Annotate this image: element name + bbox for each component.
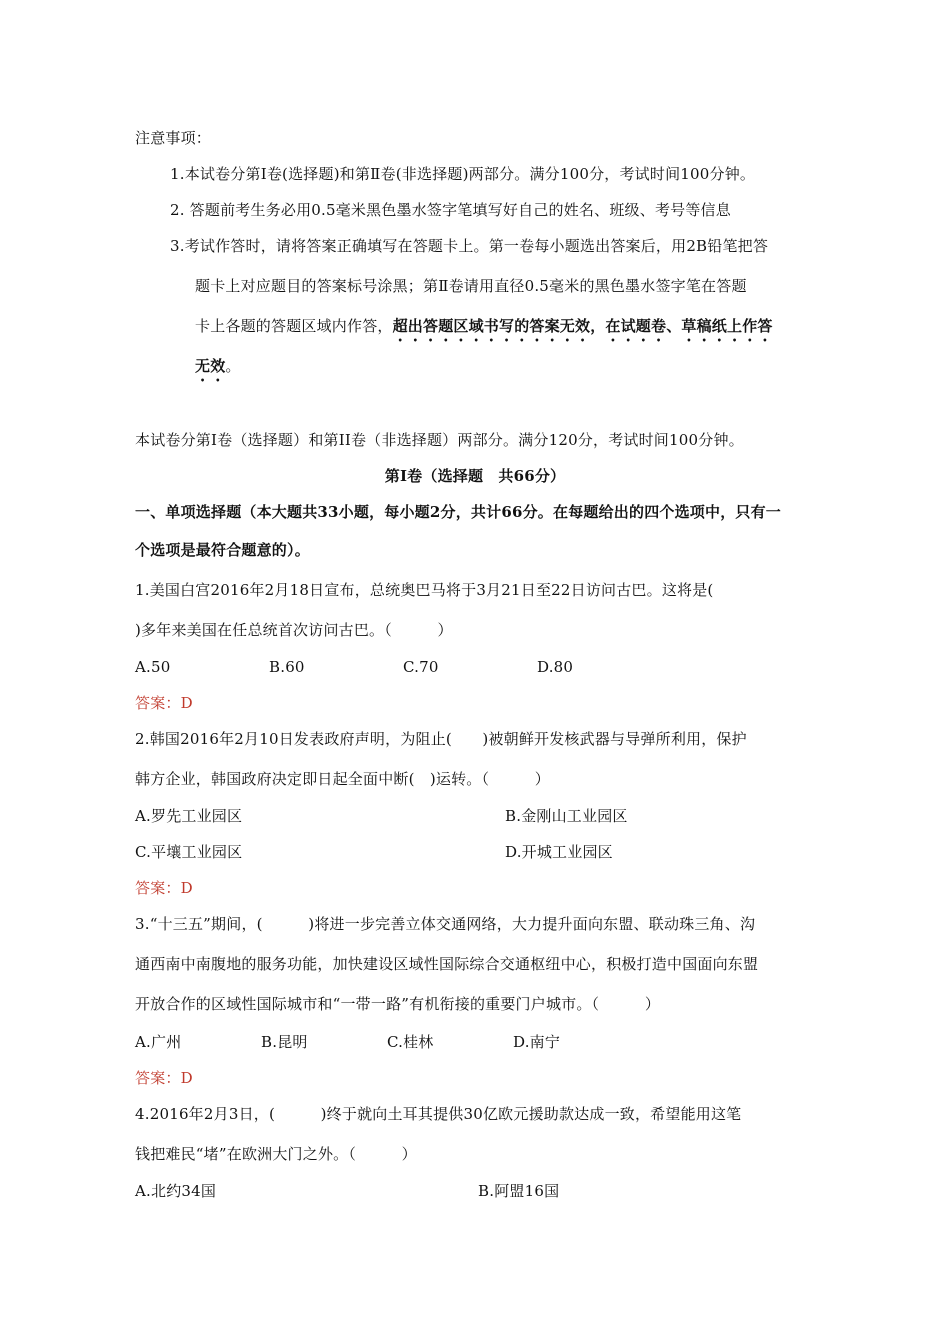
notice-item-3-emphasis-end: 无效 <box>195 357 226 375</box>
question-3-line-2: 通西南中南腹地的服务功能，加快建设区域性国际综合交通枢纽中心，积极打造中国面向东盟 <box>135 955 759 973</box>
question-3-option-d: D.南宁 <box>513 1033 561 1051</box>
part-heading-line-1: 一、单项选择题（本大题共33小题，每小题2分，共计66分。在每题给出的四个选项中，只有一 <box>135 503 781 521</box>
notice-item-3-period: 。 <box>225 357 241 375</box>
notice-item-1: 1.本试卷分第Ⅰ卷(选择题)和第Ⅱ卷(非选择题)两部分。满分100分，考试时间100分钟。 <box>170 165 756 183</box>
question-3-line-3: 开放合作的区域性国际城市和“一带一路”有机衔接的重要门户城市。（ ） <box>135 995 661 1013</box>
notice-item-3-line-2: 题卡上对应题目的答案标号涂黑；第Ⅱ卷请用直径0.5毫米的黑色墨水签字笔在答题 <box>195 277 747 295</box>
question-1-answer: 答案：D <box>135 694 193 712</box>
question-1-option-d: D.80 <box>537 658 574 676</box>
question-3-option-b: B.昆明 <box>261 1033 308 1051</box>
notice-item-3-line-1: 3.考试作答时，请将答案正确填写在答题卡上。第一卷每小题选出答案后，用2B铅笔把答 <box>170 237 769 255</box>
question-2-option-d: D.开城工业园区 <box>505 843 613 861</box>
notice-item-3-plain: 卡上各题的答题区域内作答， <box>195 317 393 335</box>
question-1-line-1: 1.美国白宫2016年2月18日宣布，总统奥巴马将于3月21日至22日访问古巴。这将是( <box>135 581 714 599</box>
notice-item-3-line-4 <box>195 356 241 385</box>
question-2-option-b: B.金刚山工业园区 <box>505 807 628 825</box>
exam-intro: 本试卷分第Ⅰ卷（选择题）和第II卷（非选择题）两部分。满分120分，考试时间100分钟。 <box>135 431 744 449</box>
question-3-answer: 答案：D <box>135 1069 193 1087</box>
question-4-option-a: A.北约34国 <box>135 1182 217 1200</box>
question-4-line-1: 4.2016年2月3日，( )终于就向土耳其提供30亿欧元援助款达成一致，希望能用这笔 <box>135 1105 742 1123</box>
part-heading-line-2: 个选项是最符合题意的）。 <box>135 541 310 559</box>
notice-item-2: 2. 答题前考生务必用0.5毫米黑色墨水签字笔填写好自己的姓名、班级、考号等信息 <box>170 201 731 219</box>
question-1-option-c: C.70 <box>403 658 439 676</box>
question-3-line-1: 3.“十三五”期间，( )将进一步完善立体交通网络，大力提升面向东盟、联动珠三角、沟 <box>135 915 756 933</box>
notice-heading: 注意事项： <box>135 129 212 147</box>
question-2-answer: 答案：D <box>135 879 193 897</box>
question-1-line-2: )多年来美国在任总统首次访问古巴。（ ） <box>135 621 453 639</box>
question-2-line-2: 韩方企业，韩国政府决定即日起全面中断( )运转。（ ） <box>135 770 551 788</box>
question-3-option-a: A.广州 <box>135 1033 182 1051</box>
question-1-option-a: A.50 <box>135 658 171 676</box>
question-3-option-c: C.桂林 <box>387 1033 434 1051</box>
question-1-option-b: B.60 <box>269 658 305 676</box>
section-title: 第Ⅰ卷（选择题 共66分） <box>384 467 566 485</box>
notice-item-3-line-3 <box>195 316 773 345</box>
question-2-line-1: 2.韩国2016年2月10日发表政府声明，为阻止( )被朝鲜开发核武器与导弹所利用，保护 <box>135 730 747 748</box>
question-4-line-2: 钱把难民“堵”在欧洲大门之外。（ ） <box>135 1145 417 1163</box>
question-2-option-c: C.平壤工业园区 <box>135 843 243 861</box>
notice-item-3-emphasis: 超出答题区域书写的答案无效，在试题卷、草稿纸上作答 <box>392 317 773 335</box>
question-4-option-b: B.阿盟16国 <box>478 1182 560 1200</box>
question-2-option-a: A.罗先工业园区 <box>135 807 243 825</box>
